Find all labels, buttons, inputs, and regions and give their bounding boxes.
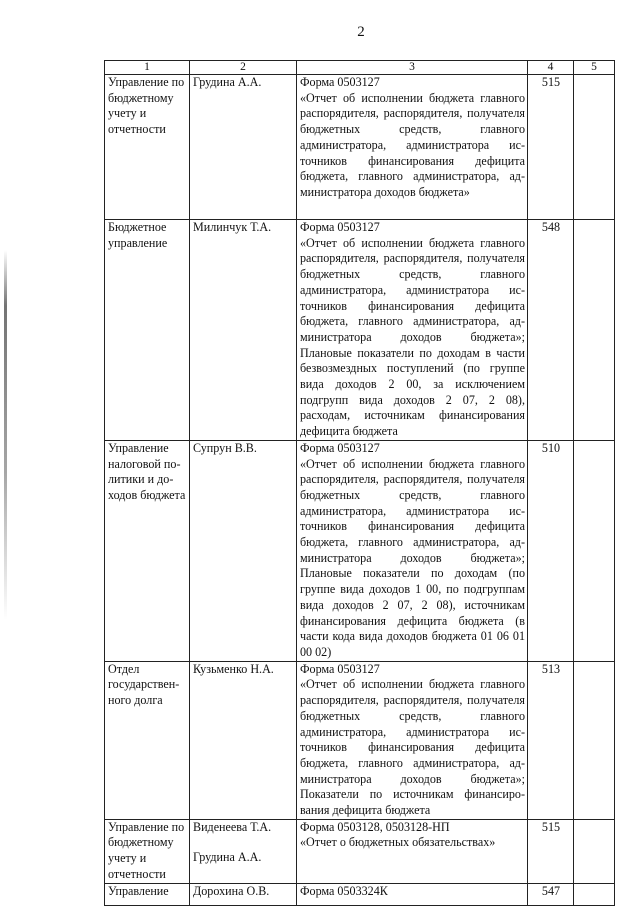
- code-cell: 548: [528, 220, 574, 441]
- header-col-4: 4: [528, 61, 574, 75]
- form-number: Форма 0503127: [300, 220, 380, 234]
- form-description-cell: [297, 220, 528, 441]
- responsible-name: Кузьменко Н.А.: [193, 661, 274, 676]
- code-cell: 515: [528, 75, 574, 220]
- form-number: Форма 0503127: [300, 661, 380, 676]
- department-cell: Бюджетное управление: [105, 220, 190, 441]
- responsible-name: Дорохина О.В.: [193, 883, 270, 898]
- code-cell: 547: [528, 883, 574, 905]
- header-col-2: 2: [190, 61, 297, 75]
- responsible-name: Грудина А.А.: [193, 75, 262, 89]
- extra-cell: [574, 75, 615, 220]
- department-cell: Управление по бюджетному учету и отчетности: [105, 819, 190, 883]
- header-col-1: 1: [105, 61, 190, 75]
- table-row: [105, 819, 615, 883]
- code-cell: 510: [528, 440, 574, 661]
- form-description: «Отчет об исполнении бюджета главного распорядителя, распорядителя, получателя бюджетных средств, главного администратора, администратора источников финансирования дефицита бюджета, главного администратора, администратора доходов бюджета»; Плановые показатели по доходам (по группе вида доходов 1 00, по подгруппам вида доходов 2 07, 2 08), источникам финансирования дефицита бюджета (в части кода вида доходов бюджета 01 06 01 00 02): [300, 456, 525, 659]
- responsible-name: Грудина А.А.: [193, 850, 262, 865]
- form-description-cell: [297, 819, 528, 883]
- code-cell: 513: [528, 661, 574, 819]
- responsible-cell: [190, 883, 297, 905]
- extra-cell: [574, 883, 615, 905]
- department-cell: Управление по бюджетному учету и отчетности: [105, 75, 190, 220]
- responsible-cell: [190, 661, 297, 819]
- extra-cell: [574, 819, 615, 883]
- page-number: 2: [357, 24, 365, 40]
- table-row: [105, 661, 615, 819]
- responsible-name: Виденеева Т.А.: [193, 819, 272, 834]
- responsible-cell: [190, 75, 297, 220]
- responsible-cell: [190, 440, 297, 661]
- department-cell: Отдел государственного долга: [105, 661, 190, 819]
- responsible-cell: [190, 819, 297, 883]
- responsible-name: Милинчук Т.А.: [193, 220, 272, 234]
- form-description-cell: [297, 75, 528, 220]
- extra-cell: [574, 661, 615, 819]
- form-description: «Отчет об исполнении бюджета главного распорядителя, распорядителя, получателя бюджетных средств, главного администратора, администратора источников финансирования дефицита бюджета, главного администратора, администратора доходов бюджета»; Плановые показатели по доходам в части безвозмездных поступлений (по группе вида доходов 2 00, за исключением подгрупп вида доходов 2 07, 2 08), расходам, источникам финансирования дефицита бюджета: [300, 235, 525, 439]
- form-number: Форма 0503324К: [300, 883, 388, 898]
- department-cell: Управление налоговой политики и доходов бюджета: [105, 440, 190, 661]
- header-row: [105, 61, 615, 75]
- form-description-cell: [297, 661, 528, 819]
- department-cell: Управление: [105, 883, 190, 905]
- responsible-name: Супрун В.В.: [193, 440, 257, 455]
- extra-cell: [574, 440, 615, 661]
- table-row: [105, 883, 615, 905]
- table-row: [105, 75, 615, 220]
- form-description: «Отчет о бюджетных обязательствах»: [300, 835, 496, 850]
- extra-cell: [574, 220, 615, 441]
- form-number: Форма 0503128, 0503128-НП: [300, 819, 450, 834]
- table-row: [105, 220, 615, 441]
- header-col-3: 3: [297, 61, 528, 75]
- form-description-cell: [297, 883, 528, 905]
- form-description: «Отчет об исполнении бюджета главного распорядителя, распорядителя, получателя бюджетных средств, главного администратора, администратора источников финансирования дефицита бюджета, главного администратора, администратора доходов бюджета»; Показатели по источникам финансирования дефицита бюджета: [300, 677, 525, 818]
- form-number: Форма 0503127: [300, 440, 380, 455]
- form-description-cell: [297, 440, 528, 661]
- form-number: Форма 0503127: [300, 75, 380, 89]
- responsible-cell: [190, 220, 297, 441]
- header-col-5: 5: [574, 61, 615, 75]
- scan-edge-shadow: [4, 250, 7, 620]
- table-row: [105, 440, 615, 661]
- code-cell: 515: [528, 819, 574, 883]
- form-description: «Отчет об исполнении бюджета главного распорядителя, распорядителя, получателя бюджетных средств, главного администратора, администратора источников финансирования дефицита бюджета, главного администратора, администратора доходов бюджета»: [300, 90, 525, 199]
- report-forms-table: [104, 60, 615, 906]
